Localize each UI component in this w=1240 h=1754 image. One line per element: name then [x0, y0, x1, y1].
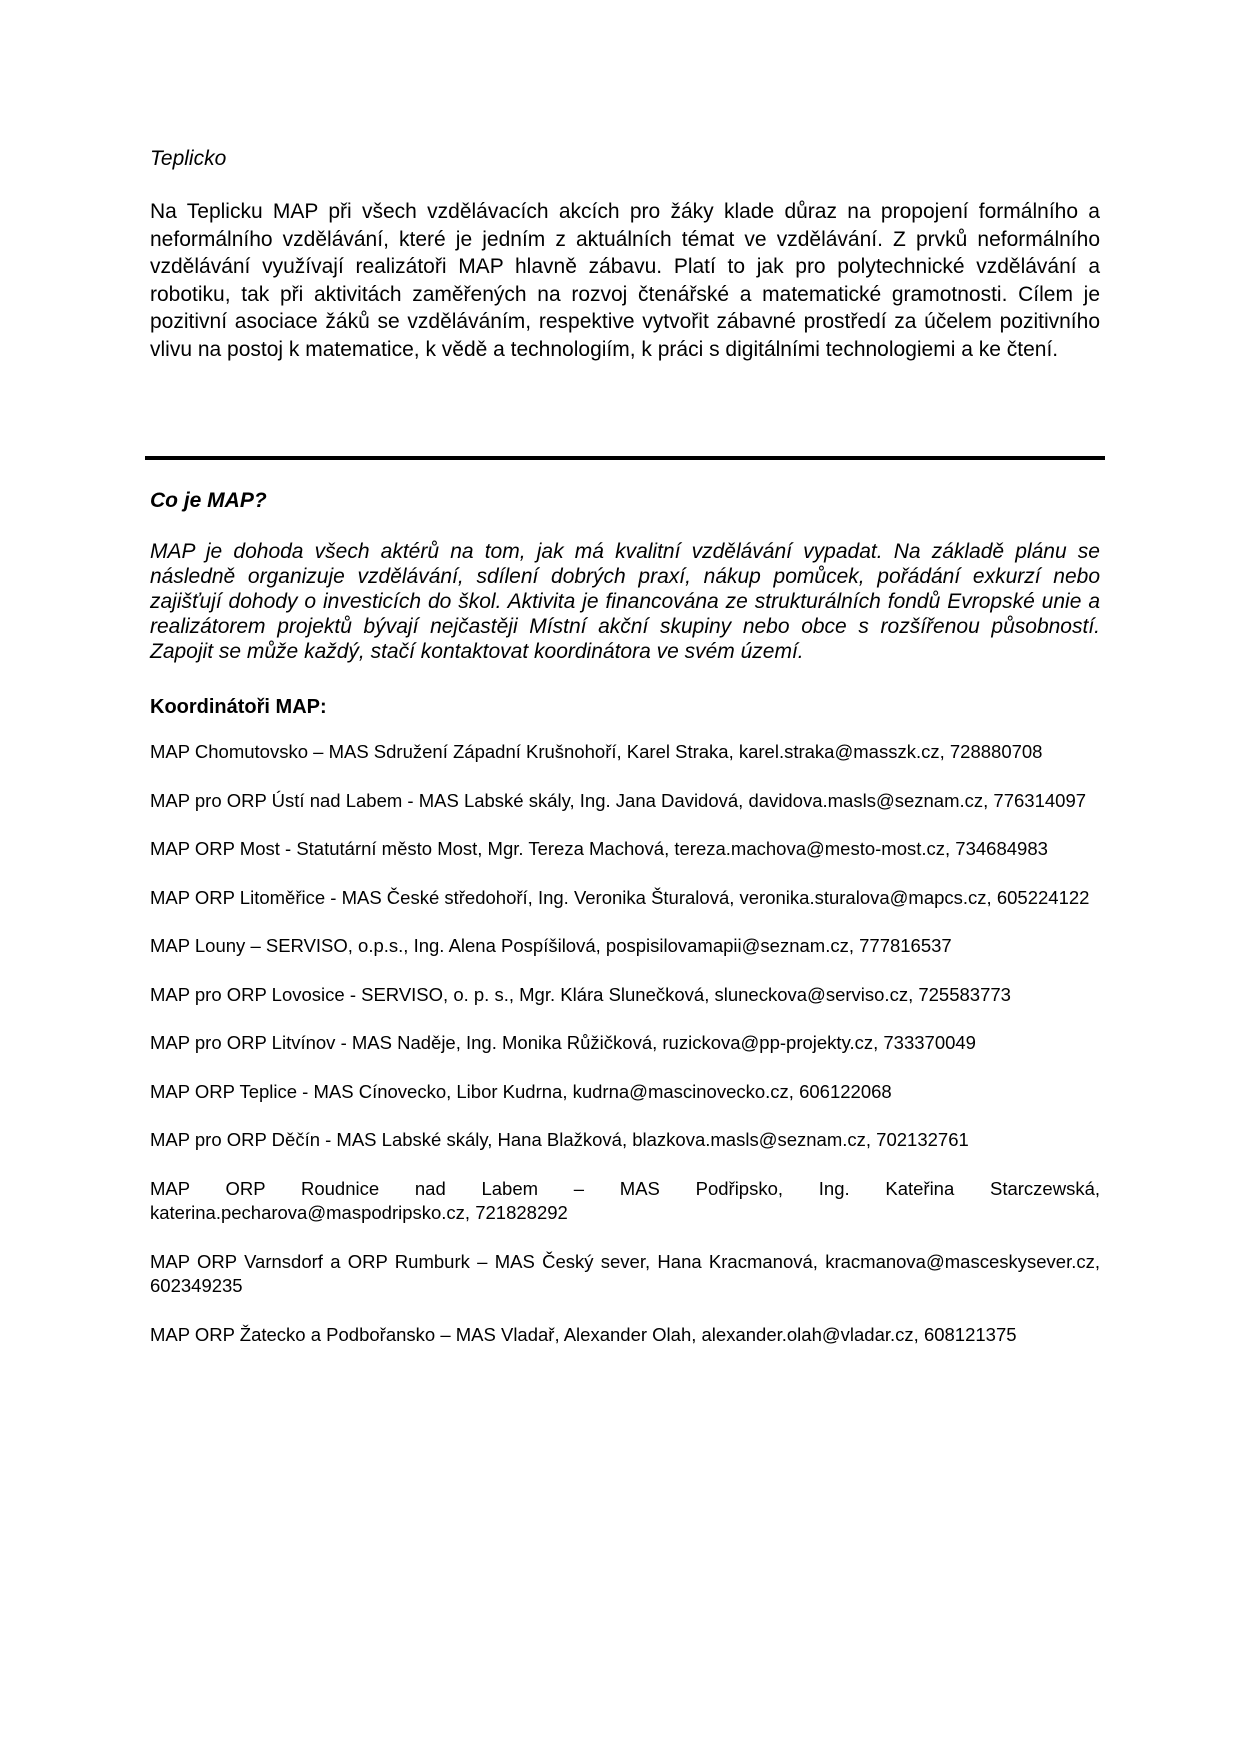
- map-intro-paragraph: MAP je dohoda všech aktérů na tom, jak má kvalitní vzdělávání vypadat. Na základě plánu se následně organizuje vzdělávání, sdílení dobrých praxí, nákup pomůcek, pořádání exkurzí nebo zajišťují dohody o investicích do škol. Aktivita je financována ze strukturálních fondů Evropské unie a realizátorem projektů bývají nejčastěji Místní akční skupiny nebo obce s rozšířenou působností. Zapojit se může každý, stačí kontaktovat koordinátora ve svém území.: [150, 540, 1100, 663]
- coordinator-item: MAP Louny – SERVISO, o.p.s., Ing. Alena Pospíšilová, pospisilovamapii@seznam.cz, 777816537: [150, 935, 952, 956]
- map-info-section: [150, 487, 1100, 1371]
- section-title-teplicko: Teplicko: [150, 147, 227, 170]
- coordinator-item: MAP ORP Teplice - MAS Cínovecko, Libor Kudrna, kudrna@mascinovecko.cz, 606122068: [150, 1080, 892, 1102]
- coordinator-item: MAP ORP Varnsdorf a ORP Rumburk – MAS Český sever, Hana Kracmanová, kracmanova@masceskysever.cz, 602349235: [150, 1250, 1100, 1296]
- section-title-co-je-map: Co je MAP?: [150, 489, 267, 512]
- coordinator-item: MAP ORP Žatecko a Podbořansko – MAS Vladař, Alexander Olah, alexander.olah@vladar.cz, 608121375: [150, 1323, 1017, 1345]
- horizontal-divider: [145, 456, 1105, 460]
- coordinator-item: MAP pro ORP Děčín - MAS Labské skály, Hana Blažková, blazkova.masls@seznam.cz, 702132761: [150, 1129, 969, 1150]
- teplicko-paragraph: Na Teplicku MAP při všech vzdělávacích akcích pro žáky klade důraz na propojení formálního a neformálního vzdělávání, které je jedním z aktuálních témat ve vzdělávání. Z prvků neformálního vzdělávání využívají realizátoři MAP hlavně zábavu. Platí to jak pro polytechnické vzdělávání a robotiku, tak při aktivitách zaměřených na rozvoj čtenářské a matematické gramotnosti. Cílem je pozitivní asociace žáků se vzděláváním, respektive vytvořit zábavné prostředí za účelem pozitivního vlivu na postoj k matematice, k vědě a technologiím, k práci s digitálními technologiemi a ke čtení.: [150, 200, 1100, 361]
- coordinator-item: MAP pro ORP Lovosice - SERVISO, o. p. s., Mgr. Klára Slunečková, sluneckova@serviso.cz, 725583773: [150, 983, 1011, 1005]
- coordinator-item: MAP ORP Roudnice nad Labem – MAS Podřipsko, Ing. Kateřina Starczewská, katerina.pecharova@maspodripsko.cz, 721828292: [150, 1177, 1100, 1223]
- coordinator-item: MAP ORP Most - Statutární město Most, Mgr. Tereza Machová, tereza.machova@mesto-most.cz, 734684983: [150, 838, 1048, 859]
- coordinators-list: [150, 740, 1100, 1347]
- coordinator-item: MAP ORP Litoměřice - MAS České středohoří, Ing. Veronika Šturalová, veronika.sturalova@mapcs.cz, 605224122: [150, 886, 1090, 908]
- coordinators-heading: Koordinátoři MAP:: [150, 696, 327, 718]
- coordinator-item: MAP Chomutovsko – MAS Sdružení Západní Krušnohoří, Karel Straka, karel.straka@masszk.cz, 728880708: [150, 741, 1043, 762]
- teplicko-section: [150, 145, 1100, 363]
- coordinator-item: MAP pro ORP Ústí nad Labem - MAS Labské skály, Ing. Jana Davidová, davidova.masls@seznam.cz, 776314097: [150, 789, 1087, 811]
- coordinator-item: MAP pro ORP Litvínov - MAS Naděje, Ing. Monika Růžičková, ruzickova@pp-projekty.cz, 733370049: [150, 1032, 976, 1053]
